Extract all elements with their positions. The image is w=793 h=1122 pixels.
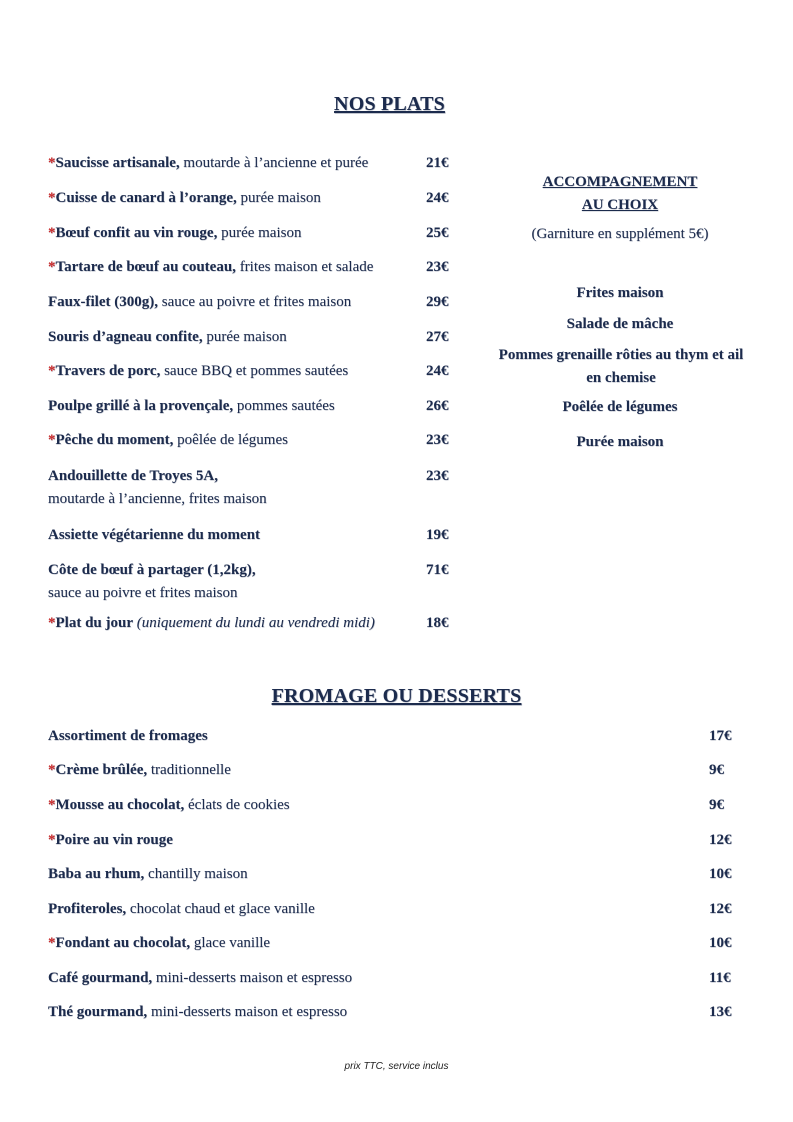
dessert-price: 13€ xyxy=(709,1004,732,1020)
accompagnement-panel xyxy=(490,171,750,450)
dessert-item xyxy=(48,863,668,886)
plat-item xyxy=(48,152,418,175)
price-note: prix TTC, service inclus xyxy=(344,1061,449,1072)
plat-price: 24€ xyxy=(426,363,449,379)
dessert-item xyxy=(48,898,668,921)
plat-name: Faux-filet (300g), xyxy=(48,294,158,310)
star-marker: * xyxy=(48,432,56,448)
plat-desc: purée maison xyxy=(202,329,287,345)
plats-title: NOS PLATS xyxy=(334,93,445,115)
star-marker: * xyxy=(48,832,56,848)
plat-item xyxy=(48,291,418,314)
accompagnement-item: Purée maison xyxy=(576,434,664,450)
dessert-price: 17€ xyxy=(709,728,732,744)
plat-item xyxy=(48,429,418,452)
star-marker: * xyxy=(48,155,56,171)
dessert-item xyxy=(48,932,668,955)
accompagnement-title: ACCOMPAGNEMENT xyxy=(542,174,698,190)
dessert-price: 9€ xyxy=(709,762,724,778)
plat-name: Pêche du moment, xyxy=(55,432,174,448)
dessert-name: Café gourmand, xyxy=(48,970,153,986)
dessert-desc: chocolat chaud et glace vanille xyxy=(126,901,315,917)
dessert-price: 9€ xyxy=(709,797,724,813)
plat-name: Assiette végétarienne du moment xyxy=(48,527,261,543)
desserts-title: FROMAGE OU DESSERTS xyxy=(271,685,522,707)
dessert-item xyxy=(48,725,668,748)
dessert-desc: traditionnelle xyxy=(147,762,231,778)
accompagnement-item: Poêlée de légumes xyxy=(562,399,678,415)
plat-desc: pommes sautées xyxy=(233,398,335,414)
plat-item xyxy=(48,524,418,547)
plat-item xyxy=(48,612,420,635)
star-marker: * xyxy=(48,762,56,778)
plat-price: 25€ xyxy=(426,225,449,241)
dessert-item xyxy=(48,829,668,852)
plat-name: Tartare de bœuf au couteau, xyxy=(55,259,236,275)
plat-price: 26€ xyxy=(426,398,449,414)
dessert-desc: éclats de cookies xyxy=(184,797,290,813)
plat-price: 71€ xyxy=(426,562,449,578)
plat-desc: frites maison et salade xyxy=(235,259,374,275)
accompagnement-subtitle: (Garniture en supplément 5€) xyxy=(531,226,709,242)
plat-item xyxy=(48,222,418,245)
dessert-item xyxy=(48,794,668,817)
plat-price: 18€ xyxy=(426,615,449,631)
dessert-item xyxy=(48,1001,668,1024)
plat-price: 23€ xyxy=(426,468,449,484)
dessert-desc: glace vanille xyxy=(190,935,271,951)
plat-price: 27€ xyxy=(426,329,449,345)
plat-desc: poêlée de légumes xyxy=(173,432,288,448)
plat-price: 29€ xyxy=(426,294,449,310)
dessert-name: Mousse au chocolat, xyxy=(55,797,185,813)
plat-name: Andouillette de Troyes 5A, xyxy=(48,468,219,484)
plat-item xyxy=(48,187,418,210)
plat-price: 19€ xyxy=(426,527,449,543)
plat-name: Côte de bœuf à partager (1,2kg), xyxy=(48,562,256,578)
star-marker: * xyxy=(48,190,56,206)
plat-item xyxy=(48,465,418,511)
dessert-name: Poire au vin rouge xyxy=(55,832,173,848)
accompagnement-title-line2: AU CHOIX xyxy=(581,197,659,213)
dessert-item xyxy=(48,967,668,990)
plat-price: 21€ xyxy=(426,155,449,171)
plat-name: Cuisse de canard à l’orange, xyxy=(55,190,237,206)
accompagnement-item: Salade de mâche xyxy=(566,316,674,332)
plat-price: 23€ xyxy=(426,432,449,448)
plat-desc: sauce au poivre et frites maison xyxy=(48,585,238,601)
plat-item xyxy=(48,559,418,605)
dessert-name: Crème brûlée, xyxy=(55,762,148,778)
dessert-price: 12€ xyxy=(709,832,732,848)
plat-item xyxy=(48,395,418,418)
plat-item xyxy=(48,326,418,349)
star-marker: * xyxy=(48,615,56,631)
plat-name: Travers de porc, xyxy=(55,363,161,379)
dessert-desc: mini-desserts maison et espresso xyxy=(147,1004,348,1020)
plat-desc: purée maison xyxy=(217,225,302,241)
star-marker: * xyxy=(48,935,56,951)
dessert-price: 10€ xyxy=(709,935,732,951)
dessert-name: Assortiment de fromages xyxy=(48,728,208,744)
plat-name: Souris d’agneau confite, xyxy=(48,329,203,345)
plat-price: 23€ xyxy=(426,259,449,275)
dessert-name: Thé gourmand, xyxy=(48,1004,148,1020)
dessert-price: 12€ xyxy=(709,901,732,917)
plat-desc: purée maison xyxy=(236,190,321,206)
plat-desc: sauce au poivre et frites maison xyxy=(157,294,352,310)
plat-name: Saucisse artisanale, xyxy=(55,155,180,171)
dessert-price: 10€ xyxy=(709,866,732,882)
accompagnement-item: Pommes grenaille rôties au thym et ail en chemise xyxy=(498,347,744,386)
dessert-price: 11€ xyxy=(709,970,731,986)
plat-desc: (uniquement du lundi au vendredi midi) xyxy=(133,615,375,631)
dessert-name: Fondant au chocolat, xyxy=(55,935,191,951)
dessert-name: Baba au rhum, xyxy=(48,866,145,882)
star-marker: * xyxy=(48,363,56,379)
dessert-desc: chantilly maison xyxy=(144,866,248,882)
star-marker: * xyxy=(48,797,56,813)
plat-item xyxy=(48,256,418,279)
plat-name: Bœuf confit au vin rouge, xyxy=(55,225,218,241)
plat-name: Plat du jour xyxy=(55,615,134,631)
plat-desc: moutarde à l’ancienne, frites maison xyxy=(48,491,267,507)
star-marker: * xyxy=(48,259,56,275)
star-marker: * xyxy=(48,225,56,241)
dessert-name: Profiteroles, xyxy=(48,901,127,917)
dessert-desc: mini-desserts maison et espresso xyxy=(152,970,353,986)
plat-item xyxy=(48,360,418,383)
dessert-item xyxy=(48,759,668,782)
accompagnement-item: Frites maison xyxy=(576,285,664,301)
plat-desc: sauce BBQ et pommes sautées xyxy=(160,363,349,379)
plat-desc: moutarde à l’ancienne et purée xyxy=(179,155,369,171)
plat-name: Poulpe grillé à la provençale, xyxy=(48,398,234,414)
plat-price: 24€ xyxy=(426,190,449,206)
